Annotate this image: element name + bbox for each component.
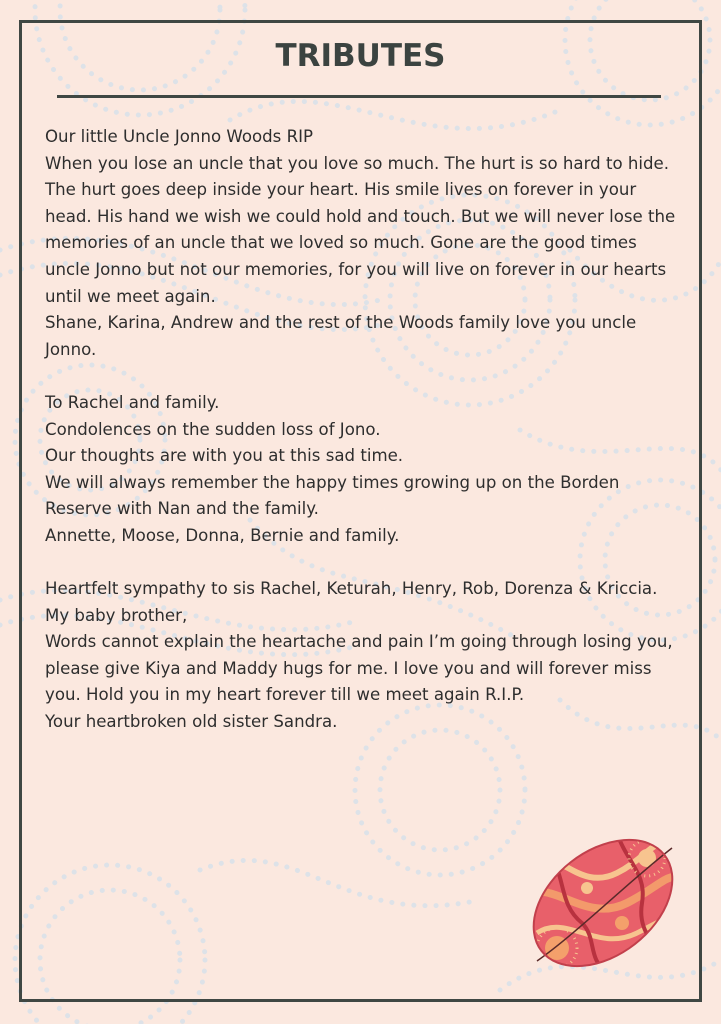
tribute-line: Words cannot explain the heartache and pain I’m going through losing you, please give Kiya and Maddy hugs for me. I love you and will forever miss you. Hold you in my heart forever till we meet again R.I.P.	[45, 632, 673, 705]
title-divider	[57, 95, 661, 98]
tribute-annette-family	[45, 390, 685, 550]
tribute-line: Annette, Moose, Donna, Bernie and family.	[45, 525, 400, 545]
tribute-line: Heartfelt sympathy to sis Rachel, Keturah, Henry, Rob, Dorenza & Kriccia.	[45, 579, 658, 599]
tribute-line: Your heartbroken old sister Sandra.	[45, 712, 338, 732]
page-title: TRIBUTES	[275, 38, 446, 74]
aboriginal-football-icon	[527, 833, 679, 973]
tribute-line: My baby brother,	[45, 605, 188, 625]
tribute-line: Condolences on the sudden loss of Jono.	[45, 419, 381, 439]
tribute-line: Our thoughts are with you at this sad time.	[45, 446, 404, 466]
tribute-sandra	[45, 576, 685, 736]
tribute-line: To Rachel and family.	[45, 392, 220, 412]
tribute-line: Shane, Karina, Andrew and the rest of the Woods family love you uncle Jonno.	[45, 313, 637, 359]
tribute-line: We will always remember the happy times growing up on the Borden Reserve with Nan and the family.	[45, 472, 620, 519]
tributes-content	[45, 124, 685, 762]
tribute-line: When you lose an uncle that you love so much. The hurt is so hard to hide. The hurt goes deep inside your heart. His smile lives on forever in your head. His hand we wish we could hold and touch. But we will never lose the memories of an uncle that we loved so much. Gone are the good times uncle Jonno but not our memories, for you will live on forever in our hearts until we meet again.	[45, 153, 676, 306]
tribute-line: Our little Uncle Jonno Woods RIP	[45, 127, 314, 146]
tribute-woods-family	[45, 124, 685, 363]
